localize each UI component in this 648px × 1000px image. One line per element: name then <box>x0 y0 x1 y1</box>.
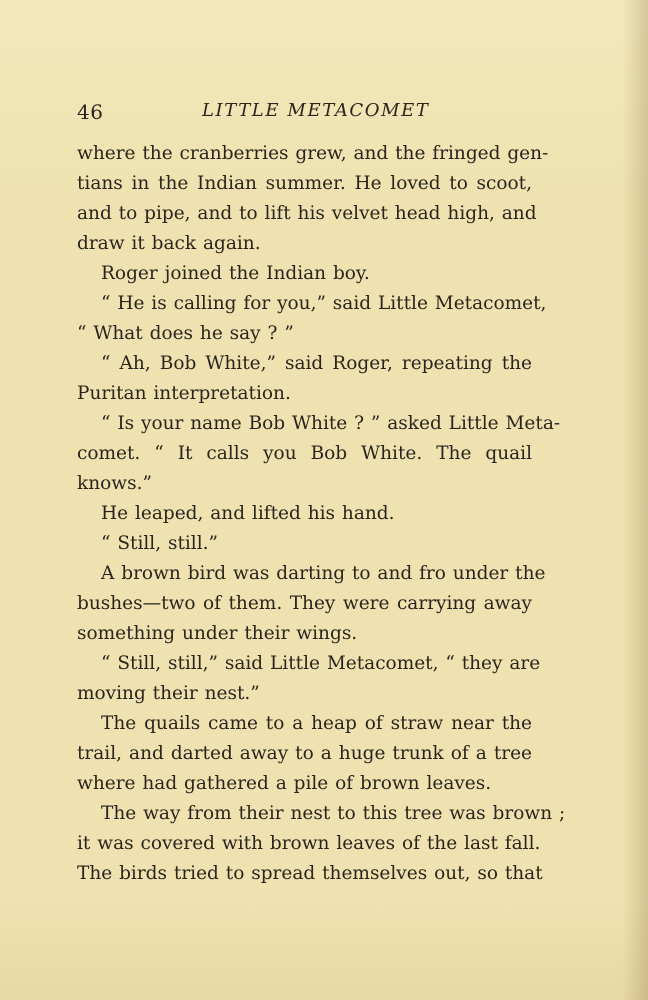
page-number: 46 <box>77 100 104 124</box>
text-line: comet. “ It calls you Bob White. The quail <box>77 443 532 464</box>
text-line: bushes—two of them. They were carrying away <box>77 593 532 614</box>
text-line: where the cranberries grew, and the fringed gen- <box>77 143 549 164</box>
text-line: A brown bird was darting to and fro under the <box>101 563 546 584</box>
text-line: “ Still, still.” <box>101 533 218 554</box>
text-line: draw it back again. <box>77 233 261 254</box>
text-line: something under their wings. <box>77 623 358 644</box>
body-text <box>77 139 566 889</box>
text-line: The quails came to a heap of straw near the <box>101 713 532 734</box>
running-title: LITTLE METACOMET <box>202 100 430 121</box>
text-line: Puritan interpretation. <box>77 383 291 404</box>
running-head <box>77 100 537 130</box>
text-line: The way from their nest to this tree was brown ; <box>101 803 566 824</box>
text-line: trail, and darted away to a huge trunk of a tree <box>77 743 532 764</box>
text-line: “ He is calling for you,” said Little Metacomet, <box>101 293 547 314</box>
text-line: where had gathered a pile of brown leaves. <box>77 773 492 794</box>
text-line: moving their nest.” <box>77 683 260 704</box>
text-line: “ What does he say ? ” <box>77 323 294 344</box>
text-line: The birds tried to spread themselves out, so that <box>77 863 543 884</box>
text-line: Roger joined the Indian boy. <box>101 263 370 284</box>
text-line: it was covered with brown leaves of the last fall. <box>77 833 541 854</box>
text-line: He leaped, and lifted his hand. <box>101 503 395 524</box>
text-line: “ Ah, Bob White,” said Roger, repeating the <box>101 353 532 374</box>
text-line: “ Is your name Bob White ? ” asked Little Meta- <box>101 413 561 434</box>
text-line: knows.” <box>77 473 152 494</box>
text-line: and to pipe, and to lift his velvet head high, and <box>77 203 537 224</box>
text-line: “ Still, still,” said Little Metacomet, “ they are <box>101 653 541 674</box>
text-line: tians in the Indian summer. He loved to scoot, <box>77 173 532 194</box>
